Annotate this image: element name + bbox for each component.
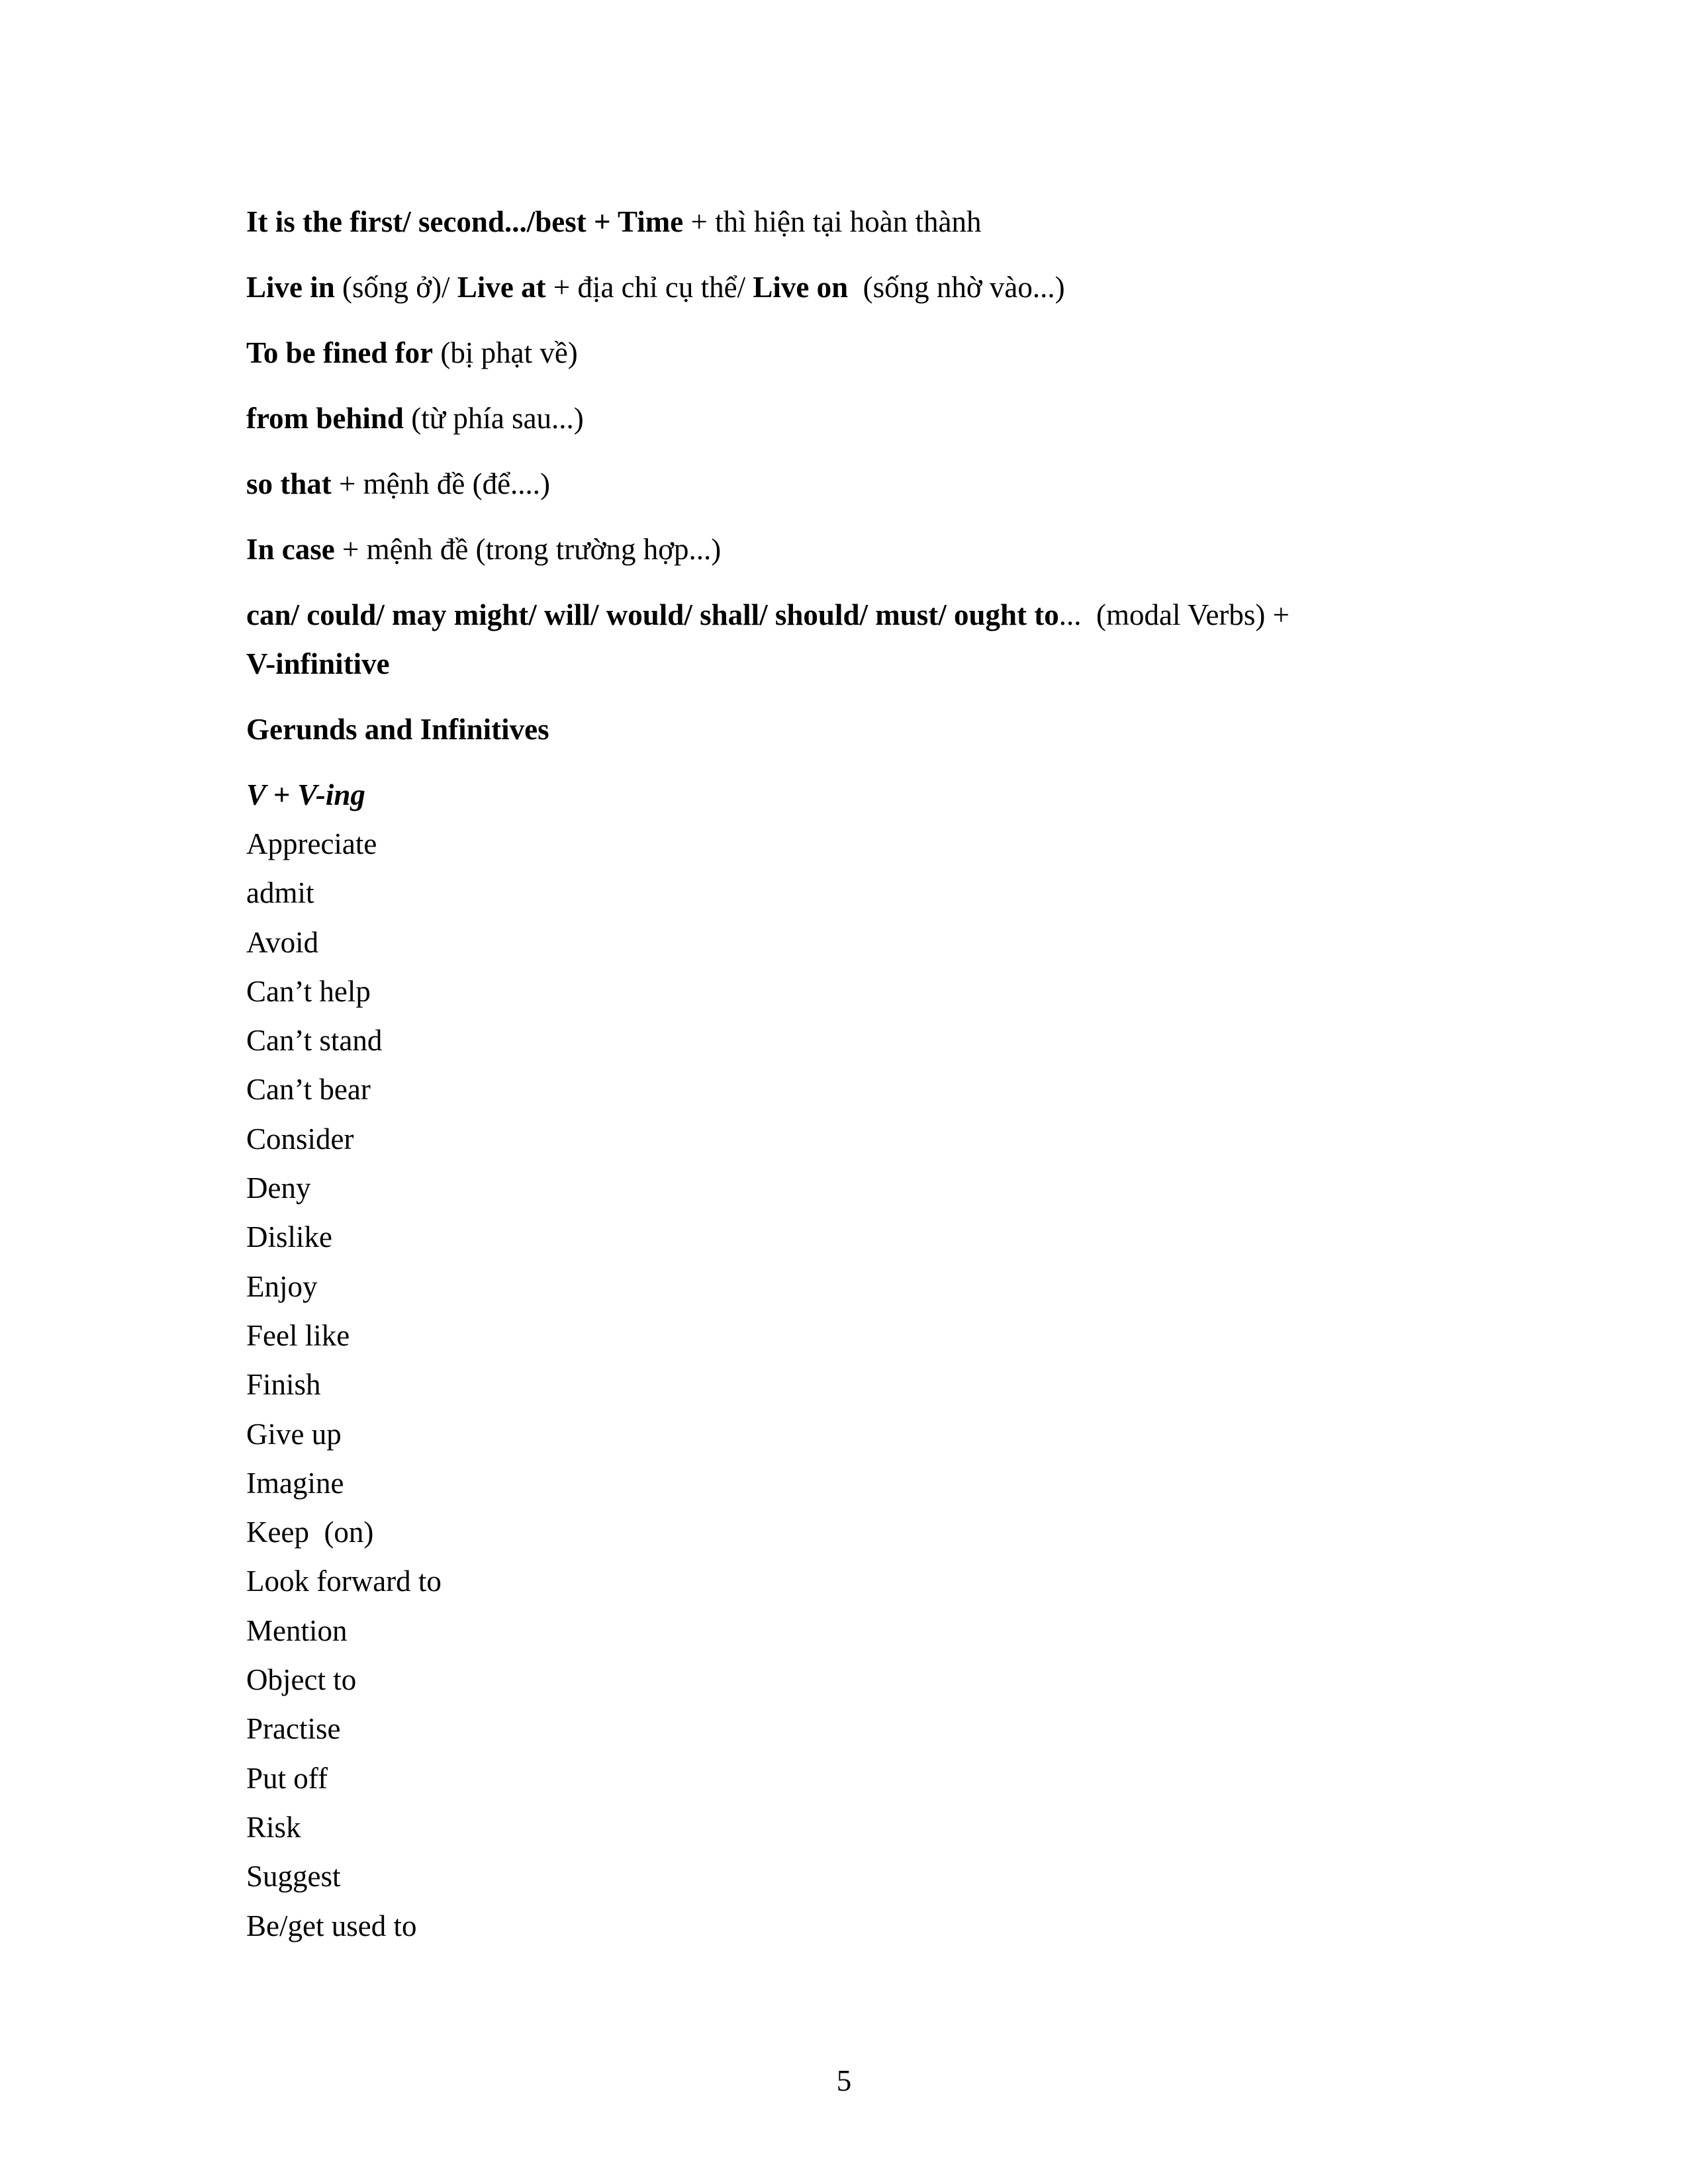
rule-modal-bold: can/ could/ may might/ will/ would/ shall/ should/ must/ ought to	[246, 598, 1059, 631]
list-item: Put off	[246, 1761, 328, 1795]
page-number: 5	[836, 2064, 852, 2097]
list-item: Practise	[246, 1712, 341, 1746]
rule-behind	[246, 394, 1438, 443]
rule-behind-rest: (từ phía sau...)	[403, 402, 584, 435]
rule-live	[246, 263, 1438, 312]
list-item: Finish	[246, 1368, 321, 1402]
rule-live-in-note: (sống ở)/	[334, 271, 457, 304]
section-title: Gerunds and Infinitives	[246, 713, 549, 746]
rule-live-at: Live at	[457, 271, 546, 304]
rule-live-on-note: (sống nhờ vào...)	[848, 271, 1065, 304]
rule-first-time-rest: + thì hiện tại hoàn thành	[683, 205, 982, 238]
rule-behind-bold: from behind	[246, 402, 404, 435]
list-item: Dislike	[246, 1220, 332, 1254]
rule-in-case-bold: In case	[246, 533, 335, 566]
subsection-title: V + V-ing	[246, 778, 365, 811]
rule-fined-bold: To be fined for	[246, 336, 434, 369]
list-item: Imagine	[246, 1466, 344, 1500]
rule-modal-rest: ... (modal Verbs) +	[1058, 598, 1290, 631]
verb-list	[246, 819, 1438, 1950]
rule-fined	[246, 328, 1438, 377]
list-item: Appreciate	[246, 827, 377, 860]
rule-fined-rest: (bị phạt về)	[433, 336, 578, 369]
list-item: Object to	[246, 1663, 357, 1697]
list-item: Can’t stand	[246, 1024, 383, 1058]
list-item: Keep (on)	[246, 1516, 374, 1549]
rule-first-time	[246, 197, 1438, 246]
rule-modal	[246, 590, 1438, 688]
list-item: Enjoy	[246, 1269, 318, 1303]
rule-live-on: Live on	[753, 271, 849, 304]
list-item: Look forward to	[246, 1565, 442, 1598]
list-item: Avoid	[246, 925, 319, 959]
list-item: Be/get used to	[246, 1909, 417, 1942]
list-item: Consider	[246, 1122, 354, 1156]
list-item: Can’t help	[246, 974, 371, 1008]
list-item: admit	[246, 876, 314, 910]
list-item: Mention	[246, 1614, 348, 1647]
rule-in-case	[246, 525, 1438, 574]
rule-live-in: Live in	[246, 271, 335, 304]
rule-first-time-bold: It is the first/ second.../best + Time	[246, 205, 684, 238]
rule-modal-bold2: V-infinitive	[246, 647, 390, 680]
rule-in-case-rest: + mệnh đề (trong trường hợp...)	[334, 533, 722, 566]
list-item: Risk	[246, 1810, 301, 1844]
list-item: Feel like	[246, 1318, 350, 1352]
page-content	[246, 197, 1438, 1950]
rule-so-that-rest: + mệnh đề (để....)	[331, 467, 551, 500]
list-item: Can’t bear	[246, 1073, 371, 1107]
list-item: Suggest	[246, 1860, 341, 1893]
rule-so-that	[246, 459, 1438, 508]
rule-live-at-note: + địa chỉ cụ thể/	[545, 271, 753, 304]
rule-so-that-bold: so that	[246, 467, 332, 500]
list-item: Deny	[246, 1171, 311, 1205]
list-item: Give up	[246, 1417, 342, 1451]
